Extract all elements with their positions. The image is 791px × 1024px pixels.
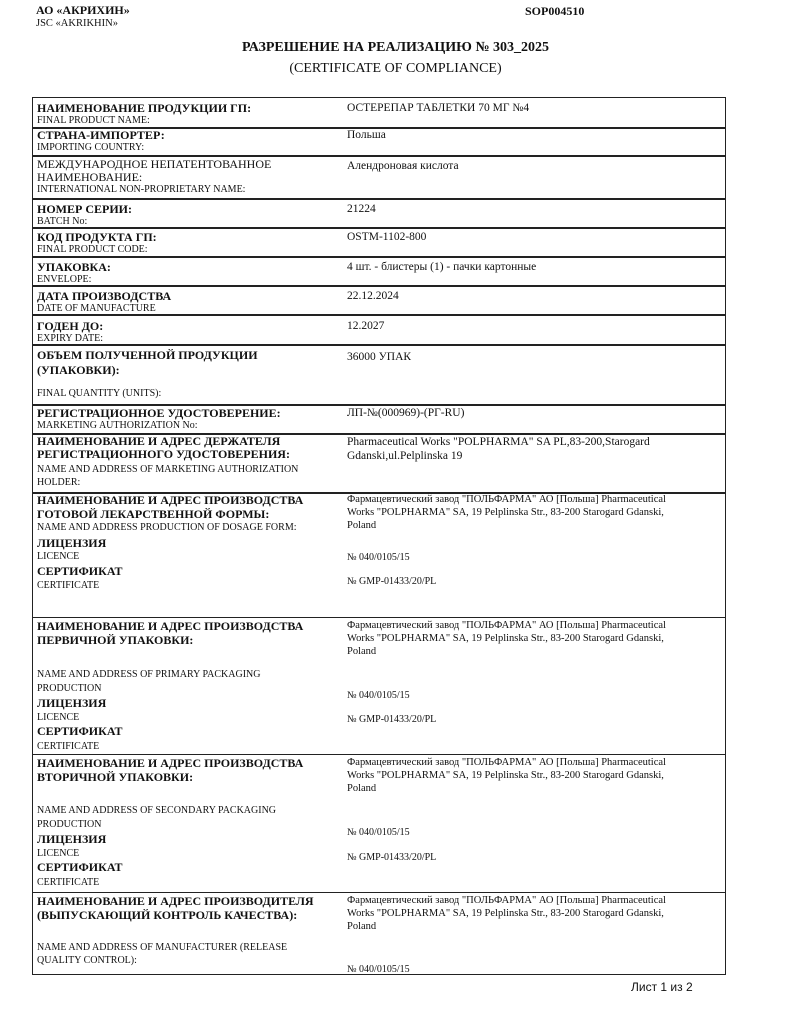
row-mfg-date <box>33 285 725 316</box>
secondary-value: Фармацевтический завод "ПОЛЬФАРМА" АО [Польша] Pharmaceutical Works "POLPHARMA" SA, 19 Pelplinska Str., 83-200 Starogard Gdanski, Poland <box>347 757 666 794</box>
document-code: SOP004510 <box>525 4 585 18</box>
product-label-en: FINAL PRODUCT NAME: <box>37 115 150 126</box>
row-batch <box>33 198 725 229</box>
primary-cert-en: CERTIFICATE <box>37 741 100 752</box>
secondary-licence-en: LICENCE <box>37 848 80 859</box>
secondary-cert-ru: СЕРТИФИКАТ <box>37 860 123 874</box>
row-envelope <box>33 256 725 287</box>
primary-cert-ru: СЕРТИФИКАТ <box>37 724 123 738</box>
quantity-label-ru-2: (УПАКОВКИ): <box>37 363 120 377</box>
inn-label-ru-1: МЕЖДУНАРОДНОЕ НЕПАТЕНТОВАННОЕ <box>37 157 272 171</box>
dosage-licence-en: LICENCE <box>37 551 80 562</box>
secondary-label-ru-1: НАИМЕНОВАНИЕ И АДРЕС ПРОИЗВОДСТВА <box>37 756 304 770</box>
release-label-en-2: QUALITY CONTROL): <box>37 955 137 966</box>
primary-licence-en: LICENCE <box>37 712 80 723</box>
row-expiry <box>33 314 725 346</box>
holder-label-ru-1: НАИМЕНОВАНИЕ И АДРЕС ДЕРЖАТЕЛЯ <box>37 434 281 448</box>
org-name-ru: АО «АКРИХИН» <box>36 3 130 17</box>
envelope-value: 4 шт. - блистеры (1) - пачки картонные <box>347 261 537 273</box>
expiry-value: 12.2027 <box>347 320 385 332</box>
product-value: ОСТЕРЕПАР ТАБЛЕТКИ 70 МГ №4 <box>347 102 530 114</box>
row-dosage-form-production <box>33 492 725 618</box>
row-secondary-packaging <box>33 754 725 893</box>
dosage-label-en: NAME AND ADDRESS PRODUCTION OF DOSAGE FORM: <box>37 522 297 533</box>
secondary-cert-value: № GMP-01433/20/PL <box>347 852 437 863</box>
primary-label-ru-1: НАИМЕНОВАНИЕ И АДРЕС ПРОИЗВОДСТВА <box>37 619 304 633</box>
code-value: OSTM-1102-800 <box>347 231 427 243</box>
release-label-ru-1: НАИМЕНОВАНИЕ И АДРЕС ПРОИЗВОДИТЕЛЯ <box>37 894 314 908</box>
row-registration <box>33 404 725 435</box>
quantity-label-en: FINAL QUANTITY (UNITS): <box>37 388 162 399</box>
holder-label-ru-2: РЕГИСТРАЦИОННОГО УДОСТОВЕРЕНИЯ: <box>37 447 290 461</box>
dosage-cert-ru: СЕРТИФИКАТ <box>37 564 123 578</box>
primary-licence-ru: ЛИЦЕНЗИЯ <box>37 696 107 710</box>
batch-label-en: BATCH No: <box>37 216 88 227</box>
dosage-licence-ru: ЛИЦЕНЗИЯ <box>37 536 107 550</box>
dosage-label-ru-2: ГОТОВОЙ ЛЕКАРСТВЕННОЙ ФОРМЫ: <box>37 507 270 521</box>
primary-label-en-2: PRODUCTION <box>37 683 102 694</box>
code-label-en: FINAL PRODUCT CODE: <box>37 244 148 255</box>
dosage-cert-en: CERTIFICATE <box>37 580 100 591</box>
document-title: РАЗРЕШЕНИЕ НА РЕАЛИЗАЦИЮ № 303_2025 <box>241 40 550 55</box>
holder-label-en-2: HOLDER: <box>37 477 81 488</box>
row-primary-packaging <box>33 617 725 755</box>
row-product <box>33 98 725 129</box>
row-holder <box>33 433 725 494</box>
country-label-ru: СТРАНА-ИМПОРТЕР: <box>37 128 165 142</box>
secondary-label-en-2: PRODUCTION <box>37 819 102 830</box>
envelope-label-en: ENVELOPE: <box>37 274 92 285</box>
row-code <box>33 227 725 258</box>
expiry-label-en: EXPIRY DATE: <box>37 333 104 344</box>
secondary-cert-en: CERTIFICATE <box>37 877 100 888</box>
release-licence-value: № 040/0105/15 <box>347 964 410 975</box>
mfg-date-label-en: DATE OF MANUFACTURE <box>37 303 156 314</box>
primary-label-ru-2: ПЕРВИЧНОЙ УПАКОВКИ: <box>37 633 194 647</box>
certificate-table <box>32 97 726 975</box>
primary-label-en-1: NAME AND ADDRESS OF PRIMARY PACKAGING <box>37 669 261 680</box>
primary-value: Фармацевтический завод "ПОЛЬФАРМА" АО [Польша] Pharmaceutical Works "POLPHARMA" SA, 19 Pelplinska Str., 83-200 Starogard Gdanski, Poland <box>347 620 666 657</box>
batch-value: 21224 <box>347 203 376 215</box>
dosage-label-ru-1: НАИМЕНОВАНИЕ И АДРЕС ПРОИЗВОДСТВА <box>37 493 304 507</box>
holder-label-en-1: NAME AND ADDRESS OF MARKETING AUTHORIZATION <box>37 464 299 475</box>
org-name-en: JSC «AKRIKHIN» <box>36 18 118 29</box>
row-release-manufacturer <box>33 892 725 976</box>
dosage-cert-value: № GMP-01433/20/PL <box>347 576 437 587</box>
document-subtitle: (CERTIFICATE OF COMPLIANCE) <box>289 61 502 76</box>
registration-label-ru: РЕГИСТРАЦИОННОЕ УДОСТОВЕРЕНИЕ: <box>37 406 281 420</box>
release-value: Фармацевтический завод "ПОЛЬФАРМА" АО [Польша] Pharmaceutical Works "POLPHARMA" SA, 19 Pelplinska Str., 83-200 Starogard Gdanski, Poland <box>347 895 666 932</box>
primary-cert-value: № GMP-01433/20/PL <box>347 714 437 725</box>
inn-label-en: INTERNATIONAL NON-PROPRIETARY NAME: <box>37 184 246 195</box>
country-label-en: IMPORTING COUNTRY: <box>37 142 145 153</box>
dosage-licence-value: № 040/0105/15 <box>347 552 410 563</box>
mfg-date-label-ru: ДАТА ПРОИЗВОДСТВА <box>37 289 172 303</box>
quantity-value: 36000 УПАК <box>347 351 412 363</box>
release-label-en-1: NAME AND ADDRESS OF MANUFACTURER (RELEASE <box>37 942 288 953</box>
primary-licence-value: № 040/0105/15 <box>347 690 410 701</box>
expiry-label-ru: ГОДЕН ДО: <box>37 319 104 333</box>
row-country <box>33 127 725 157</box>
dosage-value: Фармацевтический завод "ПОЛЬФАРМА" АО [Польша] Pharmaceutical Works "POLPHARMA" SA, 19 Pelplinska Str., 83-200 Starogard Gdanski, Poland <box>347 494 666 531</box>
secondary-licence-ru: ЛИЦЕНЗИЯ <box>37 832 107 846</box>
secondary-label-en-1: NAME AND ADDRESS OF SECONDARY PACKAGING <box>37 805 277 816</box>
registration-label-en: MARKETING AUTHORIZATION No: <box>37 420 198 431</box>
code-label-ru: КОД ПРОДУКТА ГП: <box>37 230 157 244</box>
registration-value: ЛП-№(000969)-(РГ-RU) <box>347 407 465 419</box>
inn-value: Алендроновая кислота <box>347 160 459 172</box>
inn-label-ru-2: НАИМЕНОВАНИЕ: <box>37 170 143 184</box>
mfg-date-value: 22.12.2024 <box>347 290 399 302</box>
release-label-ru-2: (ВЫПУСКАЮЩИЙ КОНТРОЛЬ КАЧЕСТВА): <box>37 908 298 922</box>
product-label-ru: НАИМЕНОВАНИЕ ПРОДУКЦИИ ГП: <box>37 101 252 115</box>
envelope-label-ru: УПАКОВКА: <box>37 260 111 274</box>
secondary-label-ru-2: ВТОРИЧНОЙ УПАКОВКИ: <box>37 770 194 784</box>
holder-value-2: Gdanski,ul.Pelplinska 19 <box>347 450 463 462</box>
row-inn <box>33 155 725 200</box>
quantity-label-ru-1: ОБЪЕМ ПОЛУЧЕННОЙ ПРОДУКЦИИ <box>37 348 258 362</box>
organization-header <box>36 4 130 30</box>
secondary-licence-value: № 040/0105/15 <box>347 827 410 838</box>
page-number: Лист 1 из 2 <box>631 980 693 994</box>
row-quantity <box>33 344 725 406</box>
batch-label-ru: НОМЕР СЕРИИ: <box>37 202 132 216</box>
holder-value-1: Pharmaceutical Works "POLPHARMA" SA PL,83-200,Starogard <box>347 436 650 448</box>
country-value: Польша <box>347 129 386 141</box>
